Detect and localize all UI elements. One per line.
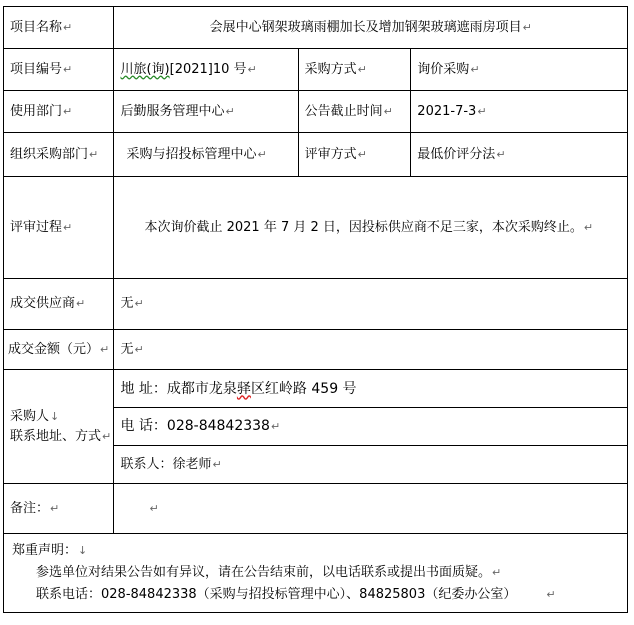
row-project-code [4,49,628,91]
row-department [4,91,628,133]
address-value: 地 址：成都市龙泉驿区红岭路 459 号 [114,370,628,408]
amount-value: 无↵ [114,330,628,370]
notice-line-2: 联系电话：028-84842338（采购与招投标管理中心）、84825803（纪委办公室） ↵ [36,587,556,602]
remark-value: ↵ [114,484,628,534]
row-notice [4,534,628,613]
supplier-value: 无↵ [114,279,628,330]
department-value: 后勤服务管理中心↵ [114,91,298,133]
organizer-label: 组织采购部门↵ [4,133,114,177]
deadline-value: 2021-7-3↵ [411,91,628,133]
row-supplier [4,279,628,330]
procurement-result-table [3,6,628,613]
row-project-name [4,7,628,49]
buyer-label: 采购人↓ 联系地址、方式↵ [4,370,114,484]
purchase-method-label: 采购方式↵ [298,49,411,91]
organizer-value: 采购与招投标管理中心↵ [114,133,298,177]
contact-value: 联系人：徐老师↵ [114,446,628,484]
review-method-label: 评审方式↵ [298,133,411,177]
project-name-value: 会展中心钢架玻璃雨棚加长及增加钢架玻璃遮雨房项目↵ [114,7,628,49]
purchase-method-value: 询价采购↵ [411,49,628,91]
row-amount [4,330,628,370]
notice-block [4,534,628,613]
supplier-label: 成交供应商↵ [4,279,114,330]
row-remark [4,484,628,534]
row-organizer [4,133,628,177]
review-method-value: 最低价评分法↵ [411,133,628,177]
notice-line-1: 参选单位对结果公告如有异议，请在公告结束前，以电话联系或提出书面质疑。↵ [36,565,502,580]
review-process-value: 本次询价截止 2021 年 7 月 2 日，因投标供应商不足三家，本次采购终止。↵ [114,177,628,279]
notice-title: 郑重声明：↓ [12,543,88,558]
department-label: 使用部门↵ [4,91,114,133]
project-name-label: 项目名称↵ [4,7,114,49]
row-review-process [4,177,628,279]
remark-label: 备注：↵ [4,484,114,534]
deadline-label: 公告截止时间↵ [298,91,411,133]
row-address [4,370,628,408]
project-code-value: 川旅(询)[2021]10 号↵ [114,49,298,91]
project-code-label: 项目编号↵ [4,49,114,91]
amount-label: 成交金额（元）↵ [4,330,114,370]
phone-value: 电 话：028-84842338↵ [114,408,628,446]
review-process-label: 评审过程↵ [4,177,114,279]
